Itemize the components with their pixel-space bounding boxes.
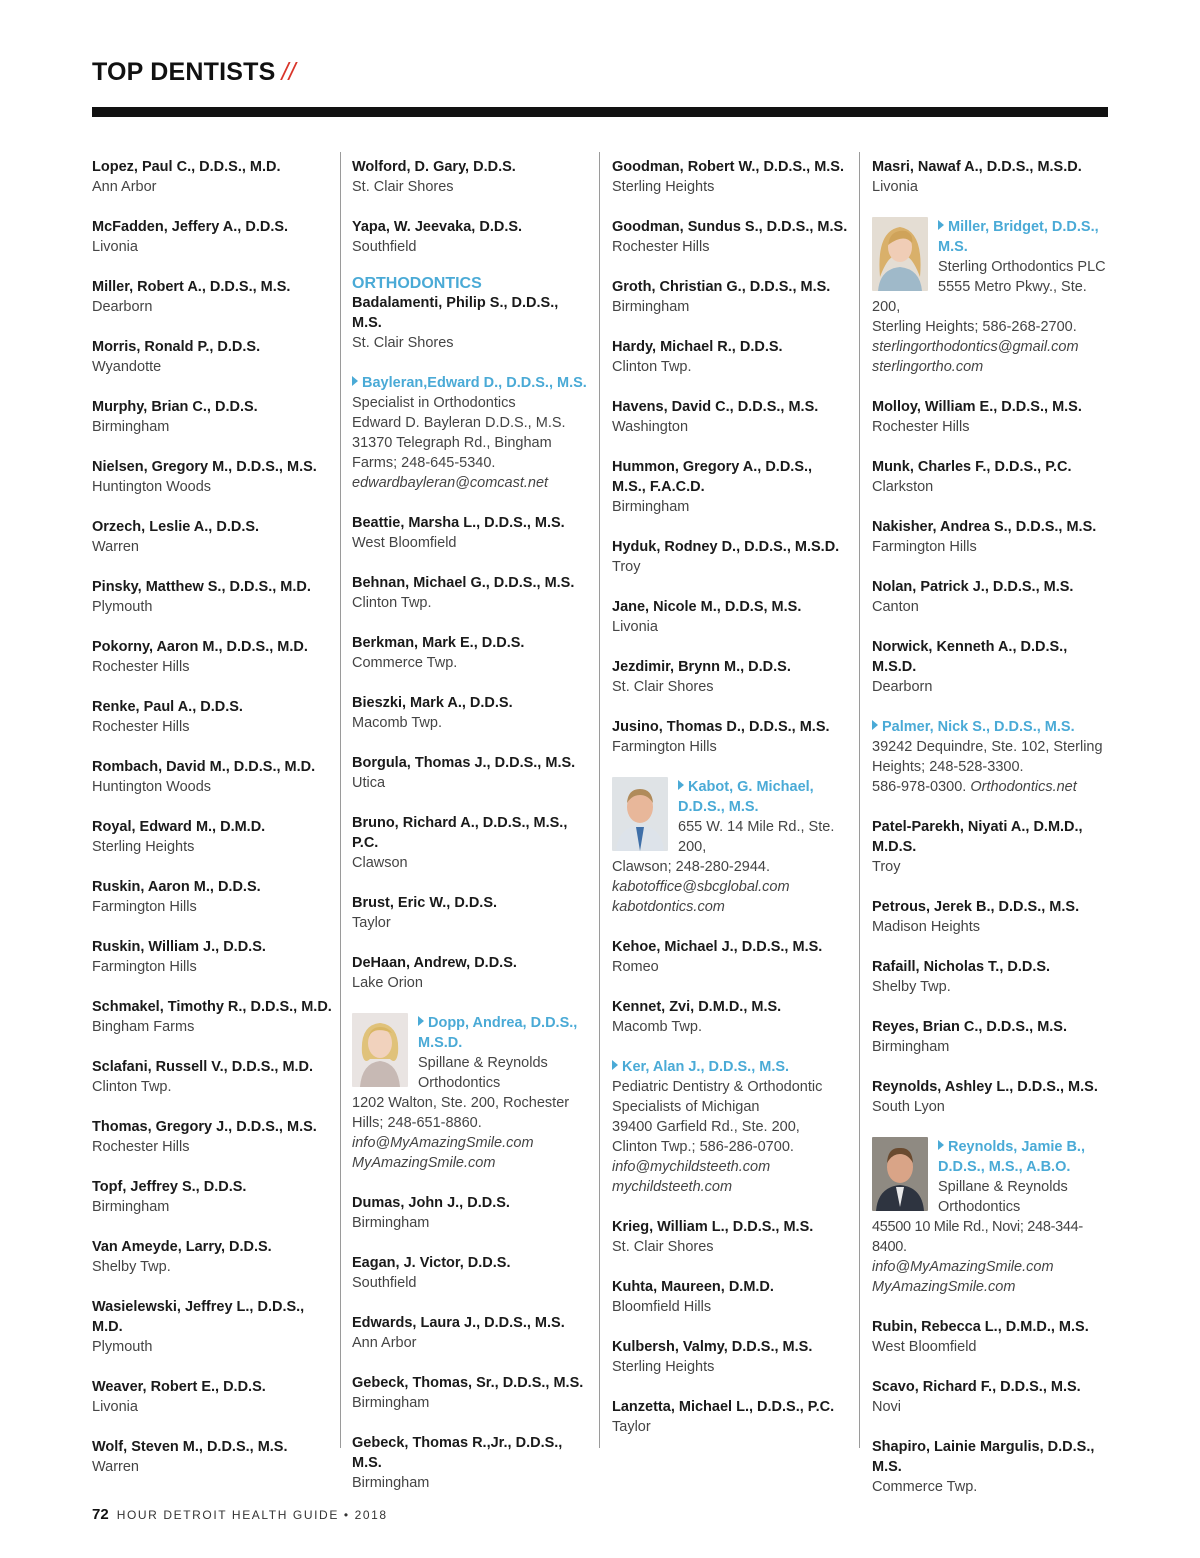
featured-line: Specialists of Michigan (612, 1099, 760, 1115)
listing (872, 1437, 1112, 1497)
dentist-name: Miller, Robert A., D.D.S., M.S. (92, 279, 291, 295)
featured-line: Clawson; 248-280-2944. (612, 859, 770, 875)
featured-name: Kabot, G. Michael, (688, 779, 814, 795)
dentist-name: Jane, Nicole M., D.D.S, M.S. (612, 599, 802, 615)
listing (612, 997, 852, 1037)
featured-line: 39242 Dequindre, Ste. 102, Sterling (872, 739, 1103, 755)
dentist-city: Rochester Hills (612, 239, 710, 255)
dentist-name: Lanzetta, Michael L., D.D.S., P.C. (612, 1399, 835, 1415)
dentist-name: Pinsky, Matthew S., D.D.S., M.D. (92, 579, 311, 595)
dentist-city: Bloomfield Hills (612, 1299, 712, 1315)
dentist-name: Masri, Nawaf A., D.D.S., M.S.D. (872, 159, 1082, 175)
featured-email[interactable]: info@mychildsteeth.com (612, 1159, 771, 1175)
featured-name: Ker, Alan J., D.D.S., M.S. (622, 1059, 790, 1075)
dentist-name: Eagan, J. Victor, D.D.S. (352, 1255, 511, 1271)
dentist-city: Clawson (352, 855, 408, 871)
dentist-city: Macomb Twp. (612, 1019, 702, 1035)
featured-email[interactable]: edwardbayleran@comcast.net (352, 475, 549, 491)
dentist-city: Dearborn (92, 299, 153, 315)
dentist-name: Bruno, Richard A., D.D.S., M.S., P.C. (352, 815, 568, 851)
listing (612, 397, 852, 437)
dentist-name: Sclafani, Russell V., D.D.S., M.D. (92, 1059, 314, 1075)
dentist-city: Sterling Heights (612, 1359, 715, 1375)
page-title-text: TOP DENTISTS (92, 58, 276, 86)
dentist-name: Gebeck, Thomas, Sr., D.D.S., M.S. (352, 1375, 584, 1391)
column-3 (612, 157, 852, 1457)
dentist-city: Farmington Hills (612, 739, 717, 755)
featured-name-cont: D.D.S., M.S., A.B.O. (938, 1159, 1071, 1175)
dentist-name: Behnan, Michael G., D.D.S., M.S. (352, 575, 575, 591)
dentist-name: Yapa, W. Jeevaka, D.D.S. (352, 219, 523, 235)
dentist-city: Warren (92, 539, 139, 555)
listing (352, 573, 592, 613)
dentist-city: Birmingham (352, 1215, 430, 1231)
listing (92, 457, 332, 497)
publication-name: HOUR DETROIT HEALTH GUIDE • 2018 (116, 1508, 388, 1522)
listing (92, 397, 332, 437)
dentist-city: Sterling Heights (92, 839, 195, 855)
listing (352, 157, 592, 197)
featured-line: Pediatric Dentistry & Orthodontic (612, 1079, 823, 1095)
column-divider (340, 152, 341, 1448)
dentist-name: Gebeck, Thomas R.,Jr., D.D.S., M.S. (352, 1435, 563, 1471)
featured-listing-ker (612, 1057, 852, 1197)
listing (352, 513, 592, 553)
listing (352, 293, 592, 353)
dentist-name: Weaver, Robert E., D.D.S. (92, 1379, 266, 1395)
featured-listing-kabot (612, 777, 852, 917)
arrow-right-icon (872, 720, 878, 730)
dentist-name: Hardy, Michael R., D.D.S. (612, 339, 783, 355)
dentist-name: Jusino, Thomas D., D.D.S., M.S. (612, 719, 830, 735)
featured-website[interactable]: sterlingortho.com (872, 359, 984, 375)
dentist-name: Molloy, William E., D.D.S., M.S. (872, 399, 1082, 415)
dentist-name: Scavo, Richard F., D.D.S., M.S. (872, 1379, 1081, 1395)
dentist-name: Wolford, D. Gary, D.D.S. (352, 159, 516, 175)
listing (612, 1217, 852, 1257)
dentist-city: Ann Arbor (92, 179, 157, 195)
featured-line: Heights; 248-528-3300. (872, 759, 1024, 775)
dentist-city: Southfield (352, 1275, 417, 1291)
dentist-city: Livonia (92, 1399, 138, 1415)
dentist-name: Berkman, Mark E., D.D.S. (352, 635, 525, 651)
listing (92, 577, 332, 617)
featured-name-cont: D.D.S., M.S. (678, 799, 759, 815)
column-1 (92, 157, 332, 1497)
dentist-name: DeHaan, Andrew, D.D.S. (352, 955, 517, 971)
featured-website[interactable]: mychildsteeth.com (612, 1179, 733, 1195)
column-4 (872, 157, 1112, 1517)
dentist-city: Birmingham (92, 419, 170, 435)
dentist-name: Goodman, Robert W., D.D.S., M.S. (612, 159, 845, 175)
dentist-city: Birmingham (352, 1475, 430, 1491)
arrow-right-icon (678, 780, 684, 790)
dentist-city: Bingham Farms (92, 1019, 195, 1035)
listing (612, 457, 852, 517)
listing (92, 277, 332, 317)
dentist-name: Pokorny, Aaron M., D.D.S., M.D. (92, 639, 308, 655)
dentist-name: Havens, David C., D.D.S., M.S. (612, 399, 819, 415)
dentist-city: Commerce Twp. (352, 655, 458, 671)
dentist-name: Wolf, Steven M., D.D.S., M.S. (92, 1439, 288, 1455)
listing (352, 1253, 592, 1293)
listing (352, 633, 592, 673)
featured-website[interactable]: Orthodontics.net (970, 779, 1077, 795)
dentist-city: West Bloomfield (352, 535, 457, 551)
dentist-name: Hyduk, Rodney D., D.D.S., M.S.D. (612, 539, 840, 555)
featured-line: Sterling Orthodontics PLC (938, 259, 1106, 275)
dentist-city: Sterling Heights (612, 179, 715, 195)
dentist-name: Goodman, Sundus S., D.D.S., M.S. (612, 219, 848, 235)
listing (872, 517, 1112, 557)
listing (92, 937, 332, 977)
featured-name: Palmer, Nick S., D.D.S., M.S. (882, 719, 1075, 735)
featured-listing-dopp (352, 1013, 592, 1173)
dentist-name: Bieszki, Mark A., D.D.S. (352, 695, 513, 711)
listing (352, 1313, 592, 1353)
column-divider (599, 152, 600, 1448)
dentist-city: Washington (612, 419, 689, 435)
dentist-city: Livonia (612, 619, 658, 635)
dentist-city: Madison Heights (872, 919, 980, 935)
dentist-name: Lopez, Paul C., D.D.S., M.D. (92, 159, 281, 175)
dentist-name: Nakisher, Andrea S., D.D.S., M.S. (872, 519, 1097, 535)
dentist-photo (352, 1013, 408, 1087)
section-heading-orthodontics: ORTHODONTICS (352, 275, 482, 292)
featured-line: 655 W. 14 Mile Rd., Ste. 200, (678, 819, 835, 855)
dentist-name-cont: M.S., F.A.C.D. (612, 479, 705, 495)
listing (352, 753, 592, 793)
featured-listing-miller (872, 217, 1112, 377)
listing (612, 537, 852, 577)
listing (92, 1437, 332, 1477)
listing (92, 1057, 332, 1097)
listing (872, 637, 1112, 697)
column-divider (859, 152, 860, 1448)
dentist-city: Clarkston (872, 479, 934, 495)
dentist-city: Birmingham (352, 1395, 430, 1411)
featured-line: 39400 Garfield Rd., Ste. 200, (612, 1119, 800, 1135)
dentist-city: Shelby Twp. (92, 1259, 171, 1275)
featured-name: Dopp, Andrea, D.D.S., (428, 1015, 578, 1031)
listing (92, 157, 332, 197)
dentist-name: Norwick, Kenneth A., D.D.S., (872, 639, 1068, 655)
listing (352, 1373, 592, 1413)
dentist-city: Plymouth (92, 599, 153, 615)
featured-line: Edward D. Bayleran D.D.S., M.S. (352, 415, 566, 431)
listing (872, 897, 1112, 937)
dentist-city: Dearborn (872, 679, 933, 695)
arrow-right-icon (612, 1060, 618, 1070)
featured-name: Bayleran,Edward D., D.D.S., M.S. (362, 375, 587, 391)
arrow-right-icon (352, 376, 358, 386)
listing (352, 217, 592, 257)
dentist-name: Rafaill, Nicholas T., D.D.S. (872, 959, 1051, 975)
listing (612, 717, 852, 757)
dentist-name: Borgula, Thomas J., D.D.S., M.S. (352, 755, 576, 771)
dentist-name: Renke, Paul A., D.D.S. (92, 699, 243, 715)
featured-listing-palmer (872, 717, 1112, 797)
dentist-city: Novi (872, 1399, 902, 1415)
listing (872, 157, 1112, 197)
listing (872, 957, 1112, 997)
arrow-right-icon (938, 1140, 944, 1150)
featured-line: Farms; 248-645-5340. (352, 455, 496, 471)
listing (92, 1177, 332, 1217)
dentist-city: Canton (872, 599, 919, 615)
dentist-name: Schmakel, Timothy R., D.D.S., M.D. (92, 999, 332, 1015)
listing (92, 217, 332, 257)
listing (612, 1397, 852, 1437)
dentist-city: St. Clair Shores (352, 335, 454, 351)
featured-line: Hills; 248-651-8860. (352, 1115, 482, 1131)
dentist-photo (872, 1137, 928, 1211)
dentist-name: Hummon, Gregory A., D.D.S., (612, 459, 813, 475)
dentist-name: Ruskin, William J., D.D.S. (92, 939, 266, 955)
dentist-name: Shapiro, Lainie Margulis, D.D.S., (872, 1439, 1095, 1455)
listing (92, 877, 332, 917)
listing (872, 1077, 1112, 1117)
dentist-city: Rochester Hills (92, 1139, 190, 1155)
listing (612, 1277, 852, 1317)
featured-line: Clinton Twp.; 586-286-0700. (612, 1139, 794, 1155)
featured-line: 45500 10 Mile Rd., Novi; 248-344-8400. (872, 1219, 1083, 1255)
dentist-photo (612, 777, 668, 851)
dentist-city: Rochester Hills (92, 659, 190, 675)
column-2 (352, 157, 592, 1513)
dentist-city: Clinton Twp. (612, 359, 692, 375)
listing (872, 457, 1112, 497)
featured-line: 1202 Walton, Ste. 200, Rochester (352, 1095, 570, 1111)
dentist-name: Murphy, Brian C., D.D.S. (92, 399, 258, 415)
arrow-right-icon (938, 220, 944, 230)
dentist-city: Wyandotte (92, 359, 162, 375)
featured-name: Reynolds, Jamie B., (948, 1139, 1085, 1155)
featured-email[interactable]: sterlingorthodontics@gmail.com (872, 339, 1079, 355)
dentist-city: Birmingham (612, 299, 690, 315)
dentist-city: Shelby Twp. (872, 979, 951, 995)
dentist-name: Reynolds, Ashley L., D.D.S., M.S. (872, 1079, 1098, 1095)
dentist-city: Taylor (612, 1419, 651, 1435)
dentist-name: Wasielewski, Jeffrey L., D.D.S., M.D. (92, 1299, 305, 1335)
page-footer (92, 1506, 388, 1523)
listing (92, 817, 332, 857)
dentist-name: Munk, Charles F., D.D.S., P.C. (872, 459, 1072, 475)
dentist-name: Morris, Ronald P., D.D.S. (92, 339, 261, 355)
dentist-city: Farmington Hills (872, 539, 977, 555)
dentist-city: Troy (872, 859, 901, 875)
dentist-photo (872, 217, 928, 291)
dentist-name: Van Ameyde, Larry, D.D.S. (92, 1239, 272, 1255)
listing (872, 1317, 1112, 1357)
dentist-city: Romeo (612, 959, 659, 975)
dentist-name: Krieg, William L., D.D.S., M.S. (612, 1219, 814, 1235)
listing (612, 157, 852, 197)
featured-email[interactable]: info@MyAmazingSmile.com (872, 1259, 1054, 1275)
featured-line: Sterling Heights; 586-268-2700. (872, 319, 1077, 335)
listing (872, 577, 1112, 617)
dentist-city: Birmingham (872, 1039, 950, 1055)
featured-line: Orthodontics (418, 1075, 501, 1091)
listing (92, 1117, 332, 1157)
featured-email[interactable]: info@MyAmazingSmile.com (352, 1135, 534, 1151)
listing (92, 1237, 332, 1277)
dentist-city: Lake Orion (352, 975, 423, 991)
listing (612, 937, 852, 977)
dentist-name: Rombach, David M., D.D.S., M.D. (92, 759, 316, 775)
listing (612, 217, 852, 257)
listing (92, 997, 332, 1037)
featured-line: 5555 Metro Pkwy., Ste. 200, (872, 279, 1087, 315)
listing (92, 337, 332, 377)
listing (872, 817, 1112, 877)
arrow-right-icon (418, 1016, 424, 1026)
listing (352, 813, 592, 873)
featured-line: 586-978-0300. (872, 779, 967, 795)
dentist-name: Rubin, Rebecca L., D.M.D., M.S. (872, 1319, 1089, 1335)
dentist-name: Orzech, Leslie A., D.D.S. (92, 519, 260, 535)
dentist-name: Ruskin, Aaron M., D.D.S. (92, 879, 261, 895)
listing (612, 657, 852, 697)
dentist-city: Taylor (352, 915, 391, 931)
dentist-city: South Lyon (872, 1099, 945, 1115)
dentist-name: Dumas, John J., D.D.S. (352, 1195, 510, 1211)
dentist-name: Kehoe, Michael J., D.D.S., M.S. (612, 939, 823, 955)
dentist-city: Rochester Hills (872, 419, 970, 435)
dentist-city: Birmingham (612, 499, 690, 515)
dentist-city: Macomb Twp. (352, 715, 442, 731)
featured-line: Spillane & Reynolds (418, 1055, 548, 1071)
listing (92, 757, 332, 797)
featured-website[interactable]: MyAmazingSmile.com (872, 1279, 1016, 1295)
dentist-name: Kuhta, Maureen, D.M.D. (612, 1279, 774, 1295)
dentist-city: Birmingham (92, 1199, 170, 1215)
dentist-name: Groth, Christian G., D.D.S., M.S. (612, 279, 831, 295)
listing (872, 1377, 1112, 1417)
dentist-name-cont: M.S.D. (872, 659, 917, 675)
dentist-name: Thomas, Gregory J., D.D.S., M.S. (92, 1119, 317, 1135)
featured-line: 31370 Telegraph Rd., Bingham (352, 435, 552, 451)
featured-name: Miller, Bridget, D.D.S., (948, 219, 1099, 235)
dentist-name: Jezdimir, Brynn M., D.D.S. (612, 659, 791, 675)
dentist-name: Nielsen, Gregory M., D.D.S., M.S. (92, 459, 317, 475)
listing (92, 697, 332, 737)
dentist-name: Kennet, Zvi, D.M.D., M.S. (612, 999, 782, 1015)
dentist-city: Livonia (92, 239, 138, 255)
featured-line: Spillane & Reynolds (938, 1179, 1068, 1195)
dentist-city: West Bloomfield (872, 1339, 977, 1355)
listing (612, 337, 852, 377)
dentist-name: Petrous, Jerek B., D.D.S., M.S. (872, 899, 1080, 915)
listing (872, 1017, 1112, 1057)
dentist-name: Nolan, Patrick J., D.D.S., M.S. (872, 579, 1074, 595)
dentist-city: Troy (612, 559, 641, 575)
dentist-name: Patel-Parekh, Niyati A., D.M.D., (872, 819, 1083, 835)
dentist-city: Huntington Woods (92, 779, 212, 795)
dentist-name: Topf, Jeffrey S., D.D.S. (92, 1179, 247, 1195)
dentist-city: Farmington Hills (92, 899, 197, 915)
listing (612, 1337, 852, 1377)
dentist-city: Livonia (872, 179, 918, 195)
dentist-city: Warren (92, 1459, 139, 1475)
featured-name-cont: M.S. (938, 239, 968, 255)
dentist-city: Clinton Twp. (352, 595, 432, 611)
listing (92, 1377, 332, 1417)
dentist-name: Brust, Eric W., D.D.S. (352, 895, 498, 911)
dentist-name: McFadden, Jeffery A., D.D.S. (92, 219, 289, 235)
listing (612, 597, 852, 637)
featured-listing-reynolds (872, 1137, 1112, 1297)
title-slash: // (281, 58, 296, 86)
dentist-city: Southfield (352, 239, 417, 255)
dentist-city: Clinton Twp. (92, 1079, 172, 1095)
dentist-city: Rochester Hills (92, 719, 190, 735)
featured-website[interactable]: MyAmazingSmile.com (352, 1155, 496, 1171)
dentist-city: St. Clair Shores (612, 679, 714, 695)
listing (352, 693, 592, 733)
dentist-name: Royal, Edward M., D.M.D. (92, 819, 266, 835)
dentist-city: Farmington Hills (92, 959, 197, 975)
header-rule (92, 107, 1108, 117)
featured-email[interactable]: kabotoffice@sbcglobal.com (612, 879, 790, 895)
listing (352, 1193, 592, 1233)
featured-line: Specialist in Orthodontics (352, 395, 516, 411)
page-title (92, 58, 296, 87)
dentist-name: Kulbersh, Valmy, D.D.S., M.S. (612, 1339, 813, 1355)
listing (92, 637, 332, 677)
dentist-name: Reyes, Brian C., D.D.S., M.S. (872, 1019, 1067, 1035)
dentist-name-cont: M.D.S. (872, 839, 917, 855)
featured-website[interactable]: kabotdontics.com (612, 899, 725, 915)
dentist-city: Plymouth (92, 1339, 153, 1355)
page-number: 72 (92, 1506, 109, 1523)
dentist-city: Utica (352, 775, 386, 791)
featured-listing-bayleran (352, 373, 592, 493)
listing (872, 397, 1112, 437)
listing (612, 277, 852, 317)
listing (92, 1297, 332, 1357)
listing (352, 893, 592, 933)
dentist-name: Beattie, Marsha L., D.D.S., M.S. (352, 515, 565, 531)
listing (92, 517, 332, 557)
listing (352, 1433, 592, 1493)
listing (352, 953, 592, 993)
dentist-name: Badalamenti, Philip S., D.D.S., M.S. (352, 295, 559, 331)
dentist-city: St. Clair Shores (352, 179, 454, 195)
featured-name-cont: M.S.D. (418, 1035, 463, 1051)
dentist-city: Huntington Woods (92, 479, 212, 495)
dentist-city: Commerce Twp. (872, 1479, 978, 1495)
dentist-city: Ann Arbor (352, 1335, 417, 1351)
featured-line: Orthodontics (938, 1199, 1021, 1215)
dentist-name: Edwards, Laura J., D.D.S., M.S. (352, 1315, 565, 1331)
dentist-city: St. Clair Shores (612, 1239, 714, 1255)
dentist-name-cont: M.S. (872, 1459, 902, 1475)
